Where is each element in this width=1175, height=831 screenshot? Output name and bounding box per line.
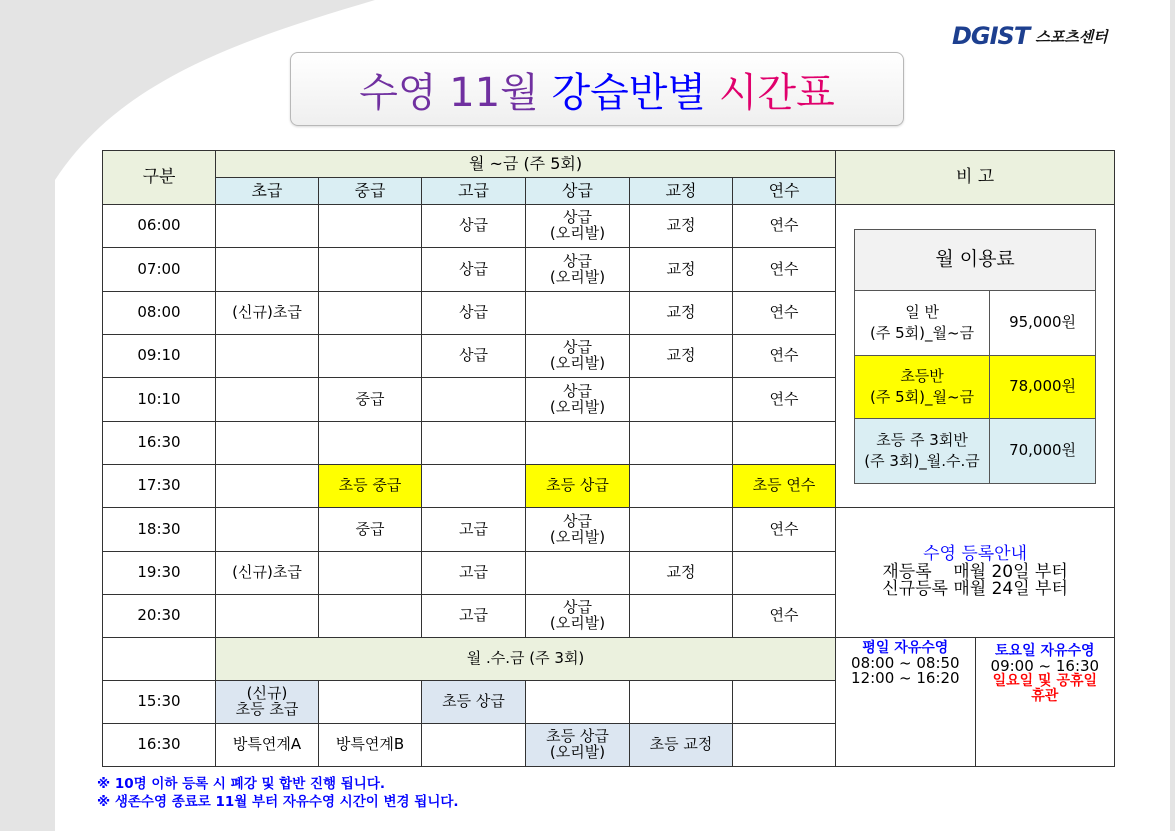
level-header: 초급 [216, 178, 319, 205]
weekday-free-swim-time: 12:00 ~ 16:20 [851, 669, 960, 688]
fee-title: 월 이용료 [855, 229, 1096, 290]
class-cell: 상급 [422, 248, 526, 292]
time-cell: 15:30 [103, 681, 216, 724]
title-part-class: 강습반별 [551, 69, 719, 116]
class-cell: 상급 (오리발) [526, 508, 630, 552]
class-cell: 교정 [630, 248, 733, 292]
title-part-timetable: 시간표 [718, 69, 835, 116]
class-cell [630, 595, 733, 638]
saturday-free-swim-title: 토요일 자유수영 [995, 643, 1095, 659]
footnote: ※ 생존수영 종료로 11월 부터 자유수영 시간이 변경 됩니다. [97, 794, 459, 810]
weekday-header: 월 ~금 (주 5회) [216, 151, 836, 178]
class-cell [216, 248, 319, 292]
class-cell: 고급 [422, 552, 526, 595]
fee-price: 70,000원 [990, 418, 1096, 483]
table-row [103, 508, 1115, 552]
fee-price: 78,000원 [990, 355, 1096, 418]
class-cell: 상급 (오리발) [526, 378, 630, 422]
time-cell: 16:30 [103, 422, 216, 465]
time-cell: 19:30 [103, 552, 216, 595]
class-cell-mwf: 초등 상급 (오리발) [526, 724, 630, 767]
time-cell: 20:30 [103, 595, 216, 638]
saturday-free-swim [975, 638, 1114, 766]
schedule-table [102, 150, 1115, 767]
class-cell [216, 335, 319, 378]
closed-notice-2: 휴관 [1031, 688, 1059, 705]
class-cell: 연수 [733, 335, 836, 378]
class-cell: (신규)초급 [216, 552, 319, 595]
class-cell: 상급 (오리발) [526, 595, 630, 638]
class-cell [216, 595, 319, 638]
class-cell: 연수 [733, 205, 836, 248]
class-cell [422, 378, 526, 422]
class-cell [526, 292, 630, 335]
class-cell-mwf: 초등 교정 [630, 724, 733, 767]
class-cell: 연수 [733, 508, 836, 552]
class-cell: 교정 [630, 292, 733, 335]
time-cell: 08:00 [103, 292, 216, 335]
class-cell: 연수 [733, 248, 836, 292]
fee-price: 95,000원 [990, 290, 1096, 355]
logo-subtitle: 스포츠센터 [1035, 27, 1108, 46]
class-cell [216, 205, 319, 248]
registration-new: 신규등록 매월 24일 부터 [882, 579, 1068, 600]
level-header: 고급 [422, 178, 526, 205]
class-cell-highlight: 초등 중급 [319, 465, 422, 508]
class-cell [319, 335, 422, 378]
class-cell [319, 595, 422, 638]
time-cell: 18:30 [103, 508, 216, 552]
class-cell [630, 422, 733, 465]
class-cell [526, 552, 630, 595]
class-cell: 상급 [422, 335, 526, 378]
class-cell: 교정 [630, 205, 733, 248]
dgist-logo [952, 22, 1108, 50]
logo-mark: DGIST [952, 22, 1030, 50]
class-cell [630, 378, 733, 422]
class-cell [319, 422, 422, 465]
time-cell: 17:30 [103, 465, 216, 508]
class-cell: 중급 [319, 508, 422, 552]
time-cell: 16:30 [103, 724, 216, 767]
class-cell-mwf: 초등 상급 [422, 681, 526, 724]
footnote: ※ 10명 이하 등록 시 폐강 및 합반 진행 됩니다. [97, 776, 385, 792]
class-cell: 교정 [630, 552, 733, 595]
class-cell: 방특연계A [216, 724, 319, 767]
class-cell: 상급 [422, 292, 526, 335]
class-cell-highlight: 초등 상급 [526, 465, 630, 508]
registration-title: 수영 등록안내 [923, 543, 1028, 564]
fee-table [854, 229, 1096, 484]
class-cell [630, 508, 733, 552]
free-swim-panel [836, 638, 1115, 767]
page-title [290, 52, 904, 126]
title-part-month: 수영 11월 [359, 69, 552, 116]
registration-renew: 재등록 매월 20일 부터 [882, 561, 1068, 582]
class-cell [422, 465, 526, 508]
class-cell: 교정 [630, 335, 733, 378]
class-cell: 연수 [733, 595, 836, 638]
time-cell: 10:10 [103, 378, 216, 422]
fee-label: 일 반 (주 5회)_월~금 [855, 290, 990, 355]
class-cell [733, 422, 836, 465]
table-row [103, 205, 1115, 248]
class-cell: 상급 [422, 205, 526, 248]
time-cell: 06:00 [103, 205, 216, 248]
level-header: 연수 [733, 178, 836, 205]
class-cell-highlight: 초등 연수 [733, 465, 836, 508]
class-cell: 중급 [319, 378, 422, 422]
registration-panel [836, 508, 1115, 638]
class-cell: (신규)초급 [216, 292, 319, 335]
fee-label: 초등반 (주 5회)_월~금 [855, 355, 990, 418]
level-header: 중급 [319, 178, 422, 205]
level-header: 상급 [526, 178, 630, 205]
class-cell [526, 422, 630, 465]
weekday-free-swim [836, 638, 975, 766]
class-cell: 연수 [733, 292, 836, 335]
time-cell: 07:00 [103, 248, 216, 292]
class-cell [630, 465, 733, 508]
class-cell [422, 422, 526, 465]
class-cell [216, 508, 319, 552]
class-cell [319, 552, 422, 595]
class-cell: 고급 [422, 595, 526, 638]
remarks-header: 비 고 [836, 151, 1115, 205]
saturday-free-swim-time: 09:00 ~ 16:30 [990, 656, 1100, 675]
class-cell [216, 465, 319, 508]
class-cell: 상급 (오리발) [526, 335, 630, 378]
footnotes [97, 775, 459, 811]
class-cell [733, 724, 836, 767]
closed-notice: 일요일 및 공휴일 [992, 673, 1098, 690]
class-cell: 고급 [422, 508, 526, 552]
fee-label: 초등 주 3회반 (주 3회)_월.수.금 [855, 418, 990, 483]
class-cell: 연수 [733, 378, 836, 422]
weekday-free-swim-time: 08:00 ~ 08:50 [851, 653, 960, 672]
class-cell-mwf: (신규) 초등 초급 [216, 681, 319, 724]
class-cell: 상급 (오리발) [526, 248, 630, 292]
class-cell [630, 681, 733, 724]
class-cell [319, 292, 422, 335]
time-cell: 09:10 [103, 335, 216, 378]
mwf-corner [103, 638, 216, 681]
class-cell [216, 422, 319, 465]
fee-panel [836, 205, 1115, 508]
class-cell [733, 552, 836, 595]
class-cell [216, 378, 319, 422]
class-cell: 상급 (오리발) [526, 205, 630, 248]
mwf-header: 월 .수.금 (주 3회) [216, 638, 836, 681]
level-header: 교정 [630, 178, 733, 205]
class-cell [319, 205, 422, 248]
class-cell [422, 724, 526, 767]
class-cell [733, 681, 836, 724]
class-cell [526, 681, 630, 724]
class-cell: 방특연계B [319, 724, 422, 767]
class-cell [319, 681, 422, 724]
corner-label: 구분 [103, 151, 216, 205]
class-cell [319, 248, 422, 292]
weekday-free-swim-title: 평일 자유수영 [862, 640, 949, 656]
